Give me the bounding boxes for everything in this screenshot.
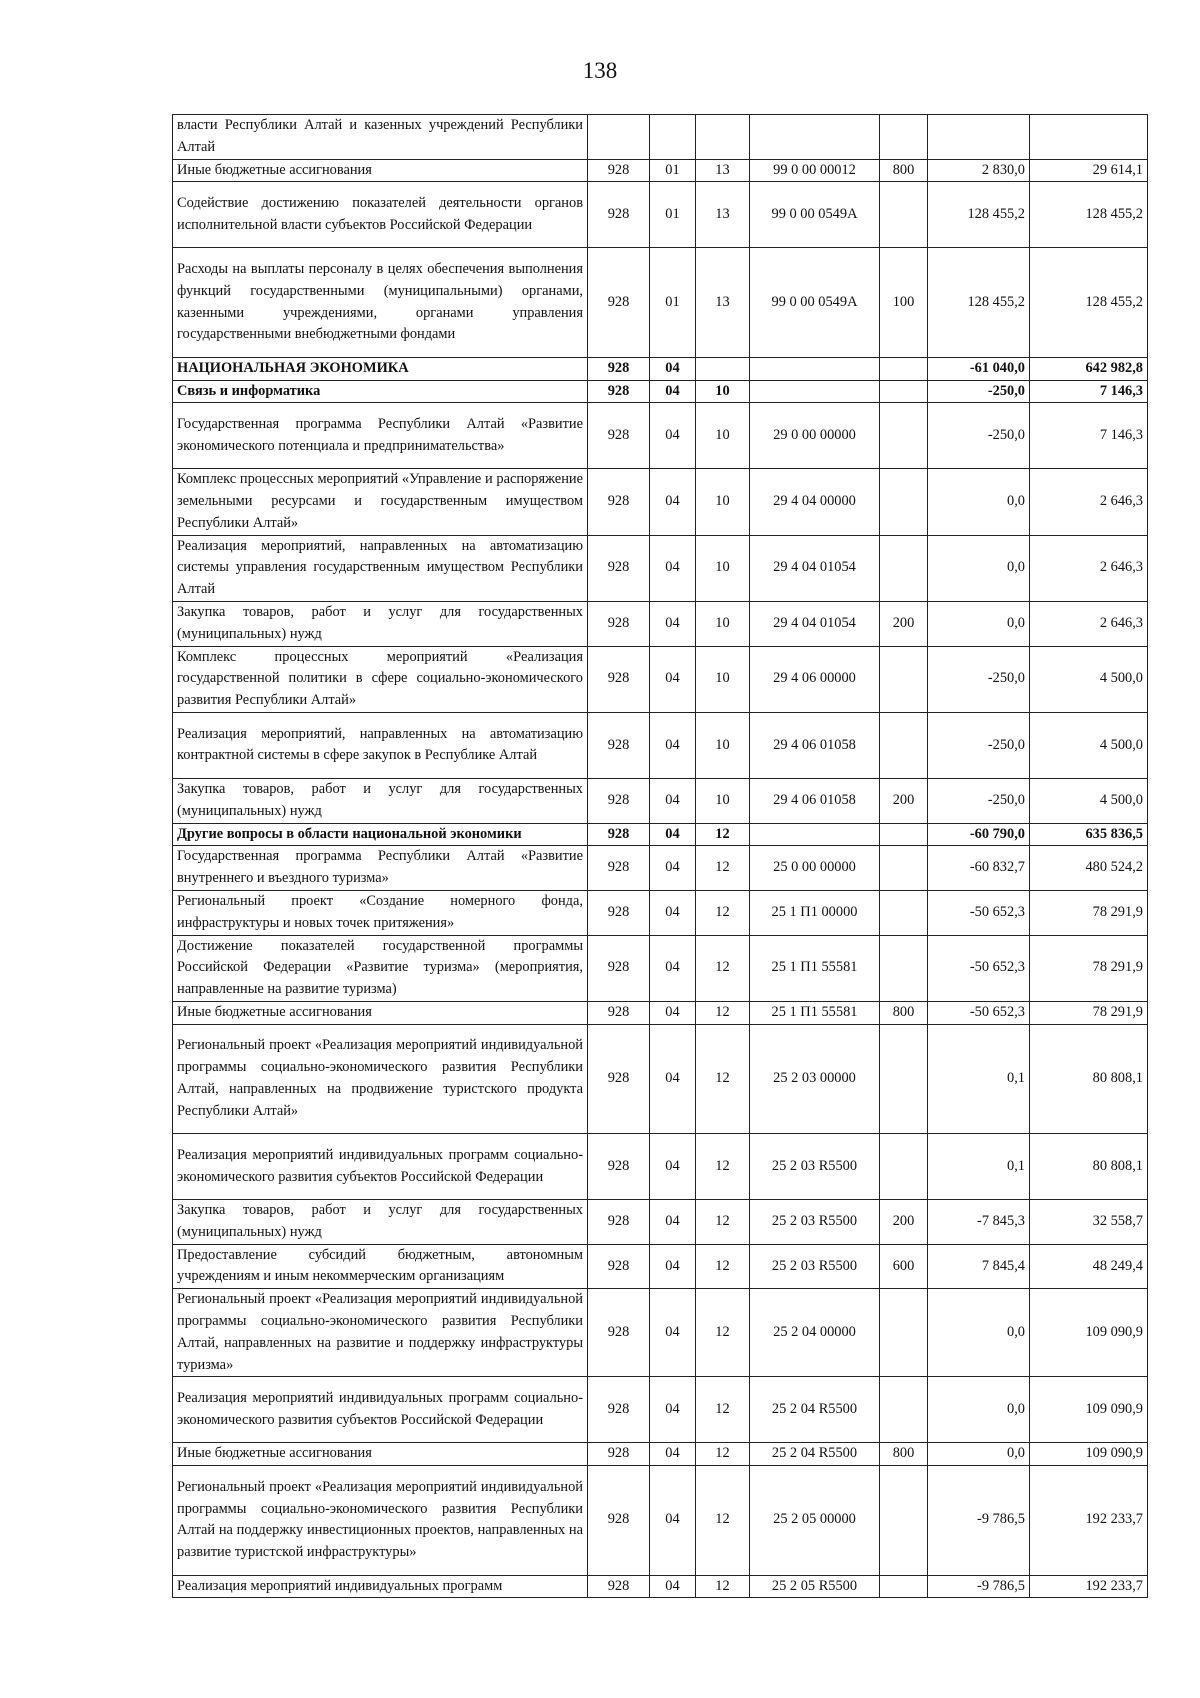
row-ved-code: 928 [588, 1575, 650, 1598]
table-row [173, 1200, 1148, 1245]
row-ved-code: 928 [588, 182, 650, 248]
row-subsection-code [696, 115, 750, 160]
row-amount-change: -250,0 [928, 646, 1030, 712]
row-ved-code: 928 [588, 159, 650, 182]
row-ved-code: 928 [588, 778, 650, 823]
row-target-article: 99 0 00 00012 [750, 159, 880, 182]
table-row [173, 182, 1148, 248]
row-name: Государственная программа Республики Алтай «Развитие внутреннего и въездного туризма» [173, 846, 588, 891]
row-section-code: 04 [650, 846, 696, 891]
table-row [173, 602, 1148, 647]
row-expense-type: 200 [880, 1200, 928, 1245]
table-row [173, 380, 1148, 403]
row-name: Иные бюджетные ассигнования [173, 1001, 588, 1024]
row-section-code [650, 115, 696, 160]
row-subsection-code: 12 [696, 1289, 750, 1377]
row-subsection-code: 10 [696, 469, 750, 535]
row-name: Закупка товаров, работ и услуг для государственных (муниципальных) нужд [173, 778, 588, 823]
row-amount-change: -250,0 [928, 403, 1030, 469]
row-name: Расходы на выплаты персоналу в целях обеспечения выполнения функций государственными (муниципальными) органами, казенными учреждениями, органами управления государственными внебюджетными фондами [173, 248, 588, 358]
row-section-code: 04 [650, 1443, 696, 1466]
table-row [173, 469, 1148, 535]
row-subsection-code: 12 [696, 1377, 750, 1443]
row-amount-change: -50 652,3 [928, 890, 1030, 935]
row-amount-change: 2 830,0 [928, 159, 1030, 182]
row-section-code: 04 [650, 890, 696, 935]
row-name: Комплекс процессных мероприятий «Управление и распоряжение земельными ресурсами и государственным имуществом Республики Алтай» [173, 469, 588, 535]
row-target-article: 29 4 04 01054 [750, 535, 880, 601]
row-amount-total: 2 646,3 [1030, 469, 1148, 535]
row-section-code: 01 [650, 182, 696, 248]
table-row [173, 535, 1148, 601]
row-section-code: 04 [650, 713, 696, 779]
table-row [173, 1001, 1148, 1024]
row-expense-type: 200 [880, 602, 928, 647]
row-subsection-code: 10 [696, 535, 750, 601]
row-amount-change [928, 115, 1030, 160]
row-ved-code: 928 [588, 380, 650, 403]
row-ved-code: 928 [588, 1244, 650, 1289]
row-expense-type: 800 [880, 1001, 928, 1024]
row-target-article [750, 357, 880, 380]
row-section-code: 04 [650, 1001, 696, 1024]
row-expense-type [880, 713, 928, 779]
row-expense-type [880, 1134, 928, 1200]
row-expense-type [880, 935, 928, 1001]
row-target-article: 25 2 03 R5500 [750, 1134, 880, 1200]
row-amount-total: 480 524,2 [1030, 846, 1148, 891]
row-expense-type [880, 1289, 928, 1377]
row-ved-code: 928 [588, 846, 650, 891]
table-row [173, 890, 1148, 935]
row-name: Иные бюджетные ассигнования [173, 159, 588, 182]
row-amount-change: 0,1 [928, 1024, 1030, 1134]
row-amount-change: 0,0 [928, 535, 1030, 601]
row-section-code: 04 [650, 1244, 696, 1289]
row-amount-total: 7 146,3 [1030, 403, 1148, 469]
row-amount-change: 0,0 [928, 1289, 1030, 1377]
row-ved-code: 928 [588, 535, 650, 601]
row-target-article [750, 823, 880, 846]
row-target-article: 29 4 04 00000 [750, 469, 880, 535]
table-row [173, 646, 1148, 712]
table-row [173, 823, 1148, 846]
row-amount-total: 78 291,9 [1030, 1001, 1148, 1024]
row-amount-change: 7 845,4 [928, 1244, 1030, 1289]
row-expense-type [880, 1024, 928, 1134]
table-row [173, 1244, 1148, 1289]
row-name: Связь и информатика [173, 380, 588, 403]
row-section-code: 04 [650, 778, 696, 823]
row-amount-change: -250,0 [928, 778, 1030, 823]
row-subsection-code [696, 357, 750, 380]
row-amount-total: 80 808,1 [1030, 1024, 1148, 1134]
row-amount-total: 128 455,2 [1030, 248, 1148, 358]
row-ved-code: 928 [588, 1443, 650, 1466]
row-ved-code: 928 [588, 1466, 650, 1576]
row-subsection-code: 10 [696, 380, 750, 403]
row-target-article [750, 115, 880, 160]
row-ved-code: 928 [588, 890, 650, 935]
row-subsection-code: 12 [696, 846, 750, 891]
row-name: НАЦИОНАЛЬНАЯ ЭКОНОМИКА [173, 357, 588, 380]
row-subsection-code: 13 [696, 182, 750, 248]
row-amount-change: -9 786,5 [928, 1466, 1030, 1576]
row-ved-code [588, 115, 650, 160]
row-amount-change: -250,0 [928, 713, 1030, 779]
row-section-code: 04 [650, 380, 696, 403]
row-section-code: 01 [650, 248, 696, 358]
row-section-code: 04 [650, 403, 696, 469]
row-ved-code: 928 [588, 823, 650, 846]
row-amount-change: -61 040,0 [928, 357, 1030, 380]
row-expense-type [880, 1466, 928, 1576]
row-amount-change: 128 455,2 [928, 248, 1030, 358]
row-expense-type [880, 846, 928, 891]
row-amount-total: 642 982,8 [1030, 357, 1148, 380]
row-name: Другие вопросы в области национальной экономики [173, 823, 588, 846]
row-ved-code: 928 [588, 1289, 650, 1377]
row-section-code: 04 [650, 1466, 696, 1576]
row-name: Реализация мероприятий индивидуальных программ социально-экономического развития субъектов Российской Федерации [173, 1377, 588, 1443]
row-ved-code: 928 [588, 1134, 650, 1200]
row-amount-total: 109 090,9 [1030, 1443, 1148, 1466]
row-amount-total: 48 249,4 [1030, 1244, 1148, 1289]
row-name: Закупка товаров, работ и услуг для государственных (муниципальных) нужд [173, 602, 588, 647]
row-target-article: 25 2 03 R5500 [750, 1244, 880, 1289]
row-subsection-code: 12 [696, 1001, 750, 1024]
row-target-article: 25 0 00 00000 [750, 846, 880, 891]
row-expense-type [880, 535, 928, 601]
row-target-article: 25 1 П1 55581 [750, 1001, 880, 1024]
row-subsection-code: 10 [696, 403, 750, 469]
row-subsection-code: 12 [696, 1200, 750, 1245]
row-amount-change: -9 786,5 [928, 1575, 1030, 1598]
row-section-code: 04 [650, 935, 696, 1001]
row-target-article: 25 1 П1 55581 [750, 935, 880, 1001]
row-target-article [750, 380, 880, 403]
row-amount-total: 128 455,2 [1030, 182, 1148, 248]
row-ved-code: 928 [588, 713, 650, 779]
table-row [173, 159, 1148, 182]
table-row [173, 1134, 1148, 1200]
table-row [173, 1289, 1148, 1377]
row-target-article: 25 2 03 00000 [750, 1024, 880, 1134]
row-target-article: 29 4 06 00000 [750, 646, 880, 712]
row-expense-type: 800 [880, 159, 928, 182]
row-section-code: 04 [650, 535, 696, 601]
row-expense-type: 600 [880, 1244, 928, 1289]
row-amount-total [1030, 115, 1148, 160]
row-amount-change: 0,0 [928, 1443, 1030, 1466]
row-target-article: 25 2 04 R5500 [750, 1443, 880, 1466]
row-expense-type [880, 469, 928, 535]
table-row [173, 1575, 1148, 1598]
row-amount-change: -50 652,3 [928, 1001, 1030, 1024]
row-name: Региональный проект «Создание номерного фонда, инфраструктуры и новых точек притяжения» [173, 890, 588, 935]
row-amount-total: 2 646,3 [1030, 535, 1148, 601]
row-subsection-code: 12 [696, 823, 750, 846]
row-expense-type [880, 1377, 928, 1443]
row-target-article: 29 4 06 01058 [750, 713, 880, 779]
row-subsection-code: 12 [696, 1466, 750, 1576]
row-amount-change: 0,1 [928, 1134, 1030, 1200]
table-row [173, 248, 1148, 358]
row-name: Реализация мероприятий индивидуальных программ [173, 1575, 588, 1598]
row-name: Предоставление субсидий бюджетным, автономным учреждениям и иным некоммерческим организациям [173, 1244, 588, 1289]
row-ved-code: 928 [588, 357, 650, 380]
row-amount-change: -50 652,3 [928, 935, 1030, 1001]
row-name: Закупка товаров, работ и услуг для государственных (муниципальных) нужд [173, 1200, 588, 1245]
row-subsection-code: 10 [696, 646, 750, 712]
row-expense-type [880, 890, 928, 935]
row-ved-code: 928 [588, 248, 650, 358]
row-amount-change: -60 790,0 [928, 823, 1030, 846]
row-subsection-code: 10 [696, 713, 750, 779]
row-ved-code: 928 [588, 935, 650, 1001]
row-amount-total: 192 233,7 [1030, 1575, 1148, 1598]
row-name: Реализация мероприятий, направленных на автоматизацию контрактной системы в сфере закупок в Республике Алтай [173, 713, 588, 779]
row-section-code: 04 [650, 1024, 696, 1134]
row-target-article: 29 0 00 00000 [750, 403, 880, 469]
table-row [173, 846, 1148, 891]
row-ved-code: 928 [588, 1024, 650, 1134]
row-subsection-code: 12 [696, 1244, 750, 1289]
row-amount-total: 192 233,7 [1030, 1466, 1148, 1576]
table-row [173, 357, 1148, 380]
row-expense-type: 200 [880, 778, 928, 823]
row-ved-code: 928 [588, 403, 650, 469]
row-target-article: 99 0 00 0549А [750, 182, 880, 248]
row-section-code: 04 [650, 1134, 696, 1200]
row-ved-code: 928 [588, 1001, 650, 1024]
row-expense-type [880, 380, 928, 403]
row-expense-type [880, 1575, 928, 1598]
row-subsection-code: 12 [696, 890, 750, 935]
row-expense-type [880, 646, 928, 712]
row-section-code: 04 [650, 1377, 696, 1443]
table-row [173, 713, 1148, 779]
row-amount-total: 80 808,1 [1030, 1134, 1148, 1200]
row-ved-code: 928 [588, 1200, 650, 1245]
row-subsection-code: 12 [696, 1575, 750, 1598]
row-ved-code: 928 [588, 1377, 650, 1443]
row-target-article: 25 2 04 R5500 [750, 1377, 880, 1443]
row-target-article: 29 4 04 01054 [750, 602, 880, 647]
row-amount-total: 78 291,9 [1030, 935, 1148, 1001]
row-amount-total: 4 500,0 [1030, 646, 1148, 712]
row-expense-type: 800 [880, 1443, 928, 1466]
row-amount-change: 128 455,2 [928, 182, 1030, 248]
row-target-article: 29 4 06 01058 [750, 778, 880, 823]
row-name: Иные бюджетные ассигнования [173, 1443, 588, 1466]
row-name: Региональный проект «Реализация мероприятий индивидуальной программы социально-экономического развития Республики Алтай, направленных на развитие и поддержку инфраструктуры туризма» [173, 1289, 588, 1377]
row-subsection-code: 13 [696, 248, 750, 358]
row-amount-change: 0,0 [928, 1377, 1030, 1443]
table-row [173, 1024, 1148, 1134]
row-amount-total: 2 646,3 [1030, 602, 1148, 647]
row-subsection-code: 12 [696, 935, 750, 1001]
row-amount-change: -250,0 [928, 380, 1030, 403]
row-section-code: 04 [650, 1289, 696, 1377]
row-target-article: 25 2 05 00000 [750, 1466, 880, 1576]
row-name: Региональный проект «Реализация мероприятий индивидуальной программы социально-экономического развития Республики Алтай, направленных на продвижение туристского продукта Республики Алтай» [173, 1024, 588, 1134]
row-expense-type [880, 182, 928, 248]
row-target-article: 25 2 05 R5500 [750, 1575, 880, 1598]
row-section-code: 04 [650, 646, 696, 712]
row-ved-code: 928 [588, 602, 650, 647]
row-target-article: 25 2 03 R5500 [750, 1200, 880, 1245]
row-expense-type [880, 823, 928, 846]
row-name: Государственная программа Республики Алтай «Развитие экономического потенциала и предпринимательства» [173, 403, 588, 469]
row-amount-change: 0,0 [928, 602, 1030, 647]
row-subsection-code: 12 [696, 1443, 750, 1466]
row-section-code: 04 [650, 823, 696, 846]
row-amount-total: 29 614,1 [1030, 159, 1148, 182]
row-amount-total: 78 291,9 [1030, 890, 1148, 935]
row-section-code: 01 [650, 159, 696, 182]
row-ved-code: 928 [588, 646, 650, 712]
row-amount-total: 109 090,9 [1030, 1377, 1148, 1443]
row-target-article: 25 2 04 00000 [750, 1289, 880, 1377]
row-amount-total: 4 500,0 [1030, 713, 1148, 779]
row-amount-change: -60 832,7 [928, 846, 1030, 891]
row-target-article: 25 1 П1 00000 [750, 890, 880, 935]
row-expense-type [880, 115, 928, 160]
row-subsection-code: 10 [696, 602, 750, 647]
row-name: Реализация мероприятий индивидуальных программ социально-экономического развития субъектов Российской Федерации [173, 1134, 588, 1200]
row-subsection-code: 13 [696, 159, 750, 182]
row-name: Достижение показателей государственной программы Российской Федерации «Развитие туризма» (мероприятия, направленные на развитие туризма) [173, 935, 588, 1001]
table-row [173, 403, 1148, 469]
row-name: Реализация мероприятий, направленных на автоматизацию системы управления государственным имуществом Республики Алтай [173, 535, 588, 601]
row-subsection-code: 10 [696, 778, 750, 823]
row-amount-total: 4 500,0 [1030, 778, 1148, 823]
row-section-code: 04 [650, 1200, 696, 1245]
table-row [173, 115, 1148, 160]
row-amount-total: 7 146,3 [1030, 380, 1148, 403]
row-section-code: 04 [650, 602, 696, 647]
row-section-code: 04 [650, 469, 696, 535]
row-ved-code: 928 [588, 469, 650, 535]
row-section-code: 04 [650, 1575, 696, 1598]
page-number: 138 [582, 58, 618, 83]
row-expense-type [880, 403, 928, 469]
budget-table [172, 114, 1148, 1598]
table-row [173, 1377, 1148, 1443]
table-row [173, 778, 1148, 823]
row-target-article: 99 0 00 0549А [750, 248, 880, 358]
table-row [173, 935, 1148, 1001]
row-amount-total: 635 836,5 [1030, 823, 1148, 846]
table-row [173, 1466, 1148, 1576]
row-section-code: 04 [650, 357, 696, 380]
row-name: Комплекс процессных мероприятий «Реализация государственной политики в сфере социально-экономического развития Республики Алтай» [173, 646, 588, 712]
row-expense-type [880, 357, 928, 380]
row-name: Содействие достижению показателей деятельности органов исполнительной власти субъектов Российской Федерации [173, 182, 588, 248]
row-expense-type: 100 [880, 248, 928, 358]
row-subsection-code: 12 [696, 1134, 750, 1200]
row-amount-change: 0,0 [928, 469, 1030, 535]
table-body [173, 115, 1148, 1598]
table-row [173, 1443, 1148, 1466]
row-name: власти Республики Алтай и казенных учреждений Республики Алтай [173, 115, 588, 160]
row-amount-total: 32 558,7 [1030, 1200, 1148, 1245]
row-subsection-code: 12 [696, 1024, 750, 1134]
row-amount-total: 109 090,9 [1030, 1289, 1148, 1377]
row-name: Региональный проект «Реализация мероприятий индивидуальной программы социально-экономического развития Республики Алтай на поддержку инвестиционных проектов, направленных на развитие туристской инфраструктуры» [173, 1466, 588, 1576]
row-amount-change: -7 845,3 [928, 1200, 1030, 1245]
